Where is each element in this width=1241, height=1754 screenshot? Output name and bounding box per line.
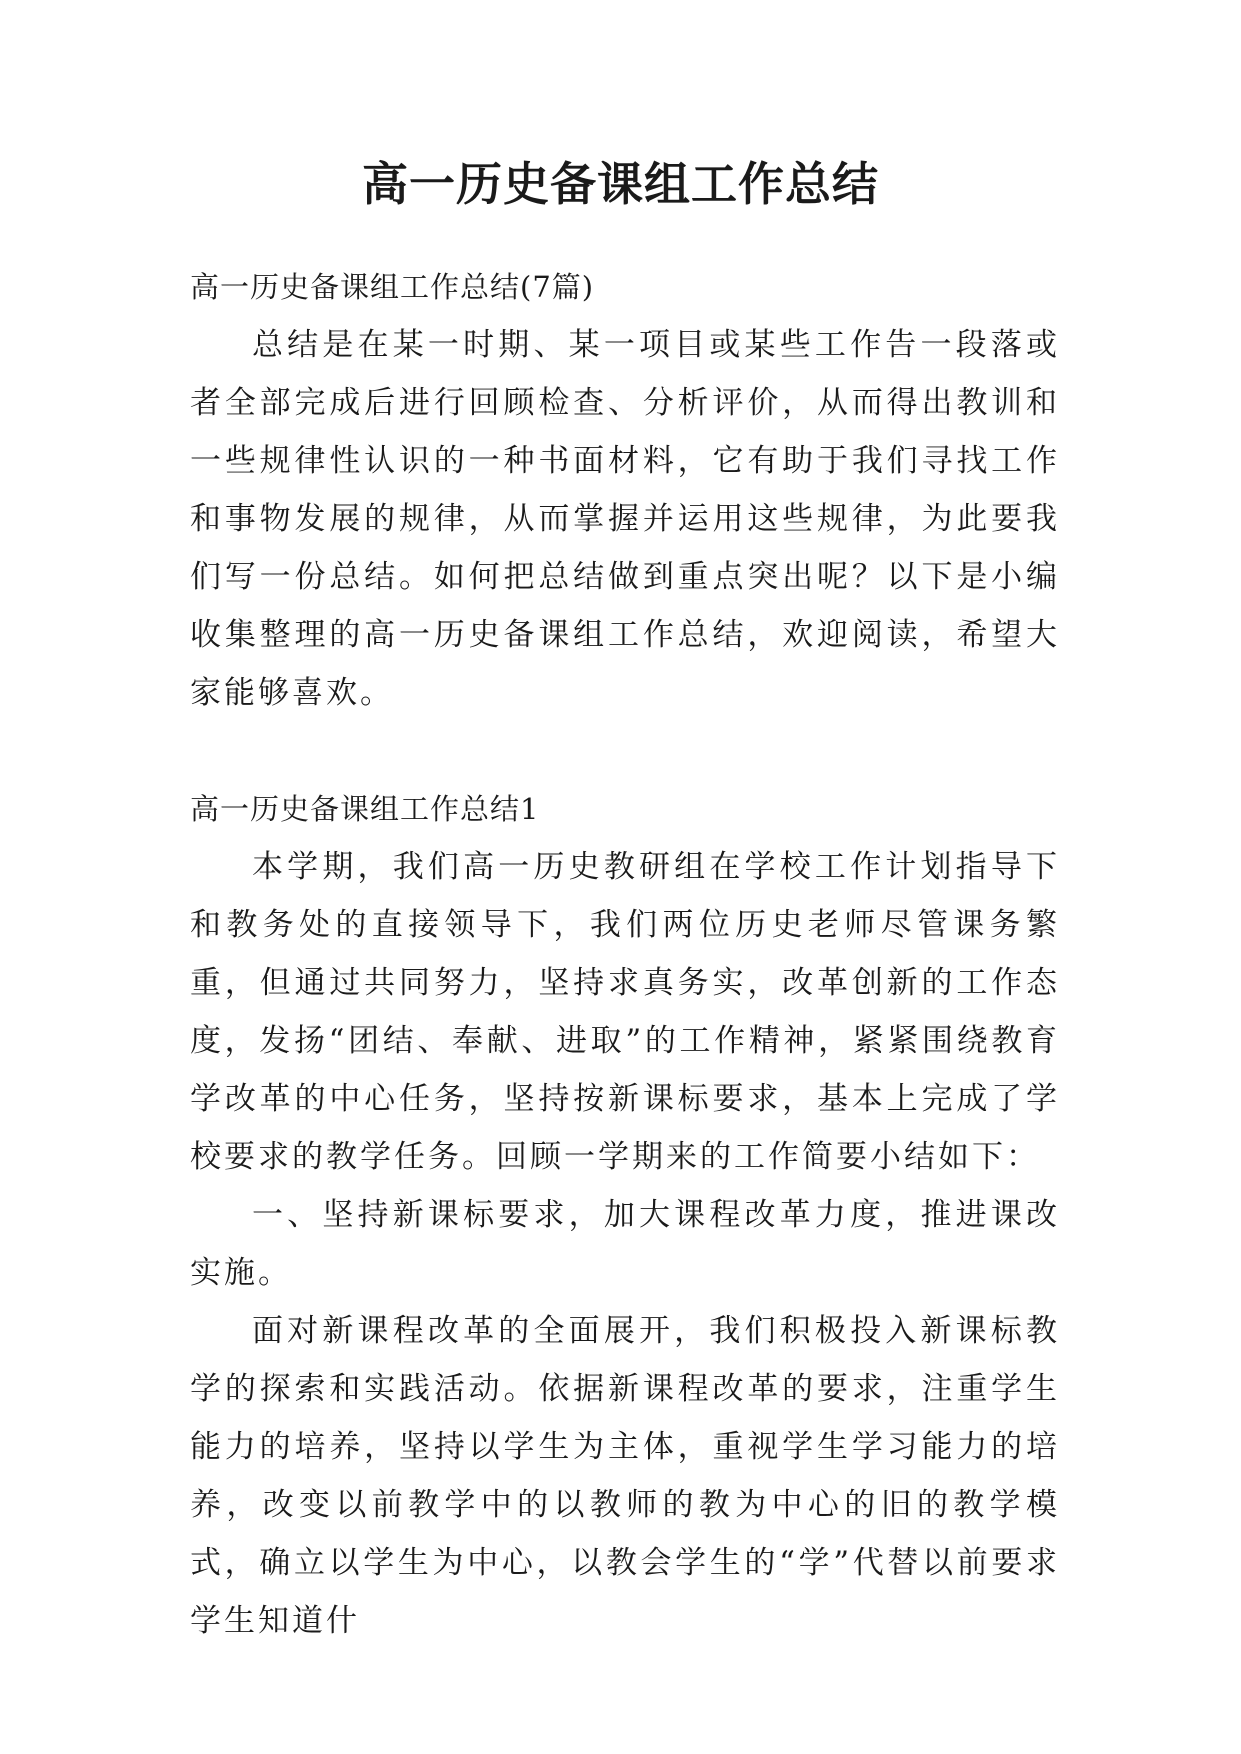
section-spacer xyxy=(190,722,1060,780)
section1-subheading: 一、坚持新课标要求，加大课程改革力度，推进课改实施。 xyxy=(190,1197,1060,1291)
section1-paragraph: 本学期，我们高一历史教研组在学校工作计划指导下和教务处的直接领导下，我们两位历史老师尽管课务繁重，但通过共同努力，坚持求真务实，改革创新的工作态度，发扬“团结、奉献、进取”的工作精神，紧紧围绕教育学改革的中心任务，坚持按新课标要求，基本上完成了学校要求的教学任务。回顾一学期来的工作简要小结如下： xyxy=(190,849,1060,1175)
intro-heading: 高一历史备课组工作总结(7篇) xyxy=(190,270,595,304)
intro-paragraph: 总结是在某一时期、某一项目或某些工作告一段落或者全部完成后进行回顾检查、分析评价，从而得出教训和一些规律性认识的一种书面材料，它有助于我们寻找工作和事物发展的规律，从而掌握并运用这些规律，为此要我们写一份总结。如何把总结做到重点突出呢？以下是小编收集整理的高一历史备课组工作总结，欢迎阅读，希望大家能够喜欢。 xyxy=(190,327,1060,711)
document-title: 高一历史备课组工作总结 xyxy=(362,157,879,211)
section1-heading: 高一历史备课组工作总结1 xyxy=(190,792,540,826)
document-body xyxy=(190,258,1060,1650)
section1-paragraph: 面对新课程改革的全面展开，我们积极投入新课标教学的探索和实践活动。依据新课程改革的要求，注重学生能力的培养，坚持以学生为主体，重视学生学习能力的培养，改变以前教学中的以教师的教为中心的旧的教学模式，确立以学生为中心，以教会学生的“学”代替以前要求学生知道什 xyxy=(190,1313,1060,1639)
